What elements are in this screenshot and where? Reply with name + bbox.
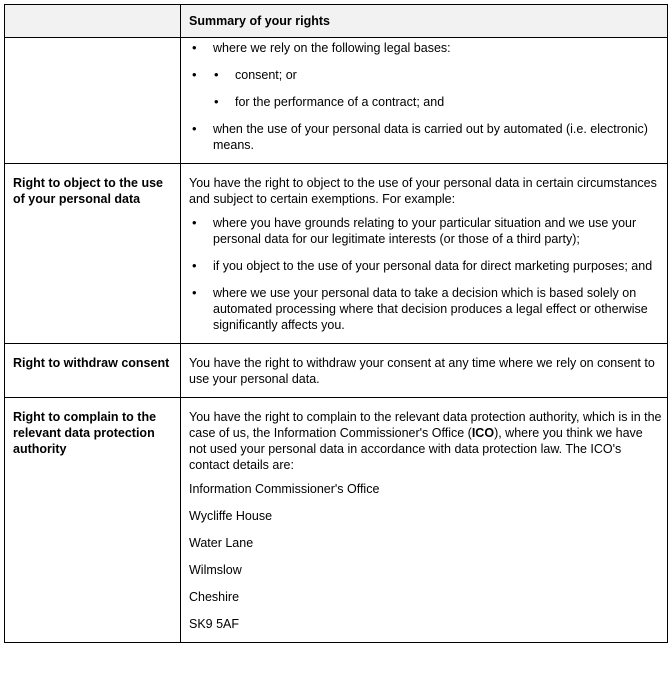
withdraw-row <box>5 344 668 398</box>
ico-address <box>189 481 663 632</box>
list-item: • when the use of your personal data is carried out by automated (i.e. electronic) means. <box>189 121 663 153</box>
address-line: Water Lane <box>189 536 254 550</box>
list-item: • where you have grounds relating to your particular situation and we use your personal data for our legitimate interests (or those of a third party); <box>189 215 663 247</box>
object-intro: You have the right to object to the use of your personal data in certain circumstances and subject to certain exemptions. For example: <box>189 176 657 206</box>
address-line: Information Commissioner's Office <box>189 482 380 496</box>
object-label: Right to object to the use of your personal data <box>5 164 181 344</box>
list-item: • where we use your personal data to take a decision which is based solely on automated processing where that decision produces a legal effect or otherwise significantly affects you. <box>189 285 663 333</box>
list-item: • • consent; or <box>189 67 663 83</box>
list-item: • where we rely on the following legal bases: <box>189 40 663 56</box>
continued-label-cell <box>5 38 181 164</box>
address-line: Wycliffe House <box>189 509 273 523</box>
complain-row <box>5 398 668 643</box>
address-line: Cheshire <box>189 590 240 604</box>
complain-text-after: ), where you think we have not used your personal data in accordance with data protection law. The ICO's contact details are: <box>189 426 643 472</box>
complain-text-before: You have the right to complain to the relevant data protection authority, which is in the case of us, the Information Commissioner's Office ( <box>189 410 662 440</box>
withdraw-text: You have the right to withdraw your consent at any time where we rely on consent to use your personal data. <box>181 344 668 398</box>
nested-list-wrap <box>189 67 663 110</box>
ico-abbreviation: ICO <box>471 426 495 440</box>
header-title: Summary of your rights <box>181 5 668 38</box>
complain-label: Right to complain to the relevant data protection authority <box>5 398 181 643</box>
continued-body-cell <box>181 38 668 164</box>
header-row <box>5 5 668 38</box>
object-body-cell <box>181 164 668 344</box>
address-line: Wilmslow <box>189 563 242 577</box>
header-blank-cell <box>5 5 181 38</box>
complain-text <box>189 409 663 473</box>
list-item: • if you object to the use of your personal data for direct marketing purposes; and <box>189 258 663 274</box>
continued-row <box>5 38 668 164</box>
object-row <box>5 164 668 344</box>
list-item: • for the performance of a contract; and <box>189 94 663 110</box>
withdraw-label: Right to withdraw consent <box>5 344 181 398</box>
rights-table <box>4 4 668 643</box>
address-line: SK9 5AF <box>189 617 240 631</box>
complain-body-cell <box>181 398 668 643</box>
